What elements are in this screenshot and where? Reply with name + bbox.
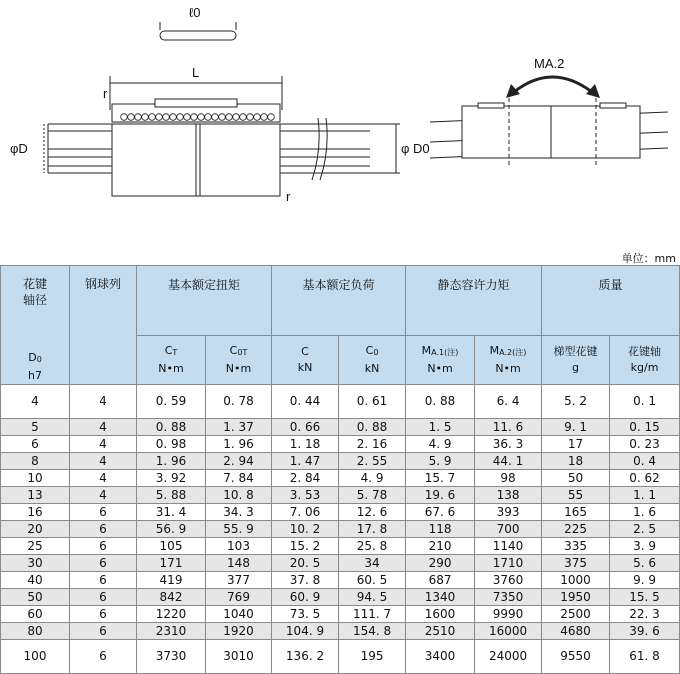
table-cell: 56. 9 [137,521,206,538]
table-cell: 2500 [542,606,610,623]
table-cell: 1000 [542,572,610,589]
table-cell: 225 [542,521,610,538]
subheader-unit: g [572,360,580,374]
table-cell: 3400 [406,640,475,674]
table-row [1,453,680,470]
table-cell: 5. 78 [339,487,406,504]
table-cell: 34 [339,555,406,572]
table-cell: 105 [137,538,206,555]
subheader-ct [137,335,206,384]
ball-row [121,114,275,121]
unit-note: 单位：mm [621,252,676,265]
subheader-unit: N•m [158,361,184,375]
table-cell: 1220 [137,606,206,623]
table-cell: 1140 [475,538,542,555]
table-cell: 10 [1,470,70,487]
table-cell: 769 [206,589,272,606]
table-cell: 15. 5 [610,589,680,606]
table-cell: 103 [206,538,272,555]
table-cell: 1950 [542,589,610,606]
label-l0: ℓ0 [189,5,201,20]
table-cell: 290 [406,555,475,572]
subheader-subscript: T [172,347,178,357]
table-cell: 335 [542,538,610,555]
table-cell: 60 [1,606,70,623]
table-cell: 6 [70,623,137,640]
table-cell: 136. 2 [272,640,339,674]
subheader-ladder-spline [542,335,610,384]
table-cell: 9. 1 [542,419,610,436]
table-cell: 1. 47 [272,453,339,470]
table-cell: 2. 5 [610,521,680,538]
table-cell: 375 [542,555,610,572]
subheader-unit: kN [297,360,313,374]
table-cell: 1. 18 [272,436,339,453]
table-cell: 3010 [206,640,272,674]
subheader-spline-shaft [610,335,680,384]
table-cell: 0. 98 [137,436,206,453]
table-cell: 6. 4 [475,385,542,419]
table-cell: 98 [475,470,542,487]
table-cell: 3. 92 [137,470,206,487]
table-cell: 17. 8 [339,521,406,538]
subheader-symbol: C [301,344,309,358]
table-cell: 0. 61 [339,385,406,419]
table-cell: 16 [1,504,70,521]
label-ma2: MA.2 [534,56,565,71]
table-cell: 419 [137,572,206,589]
table-cell: 1. 1 [610,487,680,504]
table-cell: 9990 [475,606,542,623]
table-cell: 10. 8 [206,487,272,504]
table-cell: 6 [70,589,137,606]
table-cell: 7. 84 [206,470,272,487]
table-cell: 6 [70,606,137,623]
table-row [1,487,680,504]
spline-bearing-drawing [0,0,680,250]
table-cell: 3760 [475,572,542,589]
subheader-unit: N•m [225,361,252,375]
table-row [1,385,680,419]
header-torque: 基本额定扭矩 [137,266,272,336]
table-cell: 10. 2 [272,521,339,538]
subheader-symbol: C [164,343,173,357]
table-row [1,504,680,521]
table-cell: 9550 [542,640,610,674]
table-row [1,589,680,606]
retainer-plate [160,31,236,40]
table-cell: 1040 [206,606,272,623]
header-shaft-label: 花键 轴径 [22,277,47,307]
table-cell: 4 [70,470,137,487]
table-cell: 4 [70,385,137,419]
table-cell: 1920 [206,623,272,640]
table-cell: 19. 6 [406,487,475,504]
table-cell: 171 [137,555,206,572]
table-cell: 13 [1,487,70,504]
table-cell: 0. 88 [406,385,475,419]
table-cell: 6 [70,521,137,538]
table-cell: 60. 5 [339,572,406,589]
table-cell: 40 [1,572,70,589]
table-cell: 25 [1,538,70,555]
table-cell: 0. 44 [272,385,339,419]
table-cell: 20. 5 [272,555,339,572]
table-cell: 37. 8 [272,572,339,589]
table-cell: 1. 96 [137,453,206,470]
table-cell: 16000 [475,623,542,640]
header-ball-rows [70,266,137,385]
table-cell: 9. 9 [610,572,680,589]
table-cell: 111. 7 [339,606,406,623]
table-cell: 7350 [475,589,542,606]
table-cell: 148 [206,555,272,572]
subheader-symbol: 梯型花键 [553,344,598,358]
table-cell: 15. 2 [272,538,339,555]
header-load: 基本额定负荷 [272,266,406,336]
table-cell: 80 [1,623,70,640]
subheader-symbol: C [365,343,374,357]
table-cell: 2. 16 [339,436,406,453]
table-cell: 4 [70,436,137,453]
subheader-symbol: M [421,343,432,357]
table-cell: 6 [70,572,137,589]
table-cell: 11. 6 [475,419,542,436]
table-row [1,436,680,453]
table-row [1,640,680,674]
table-cell: 25. 8 [339,538,406,555]
subheader-subscript: 0T [237,347,248,357]
table-cell: 6 [1,436,70,453]
table-cell: 22. 3 [610,606,680,623]
table-cell: 0. 62 [610,470,680,487]
table-cell: 2. 94 [206,453,272,470]
table-cell: 3. 9 [610,538,680,555]
table-cell: 0. 59 [137,385,206,419]
subheader-symbol: C [229,343,238,357]
subheader-c [272,335,339,384]
table-row [1,521,680,538]
table-cell: 700 [475,521,542,538]
header-mass: 质量 [542,266,680,336]
subheader-unit: kN [364,361,380,375]
label-r-bottom: r [286,189,291,204]
table-cell: 138 [475,487,542,504]
table-row [1,470,680,487]
table-cell: 165 [542,504,610,521]
table-cell: 15. 7 [406,470,475,487]
table-cell: 17 [542,436,610,453]
table-cell: 50 [542,470,610,487]
table-cell: 39. 6 [610,623,680,640]
table-cell: 4680 [542,623,610,640]
table-cell: 18 [542,453,610,470]
table-cell: 55 [542,487,610,504]
table-cell: 31. 4 [137,504,206,521]
table-cell: 687 [406,572,475,589]
subheader-ma2 [475,335,542,384]
table-cell: 5. 88 [137,487,206,504]
table-cell: 6 [70,640,137,674]
table-cell: 30 [1,555,70,572]
table-cell: 12. 6 [339,504,406,521]
table-cell: 4 [70,453,137,470]
table-cell: 2310 [137,623,206,640]
table-row [1,623,680,640]
table-cell: 0. 23 [610,436,680,453]
label-phiD0: φ D0 [401,141,430,156]
table-cell: 104. 9 [272,623,339,640]
table-cell: 195 [339,640,406,674]
table-row [1,606,680,623]
table-cell: 24000 [475,640,542,674]
spec-table [0,265,680,674]
table-cell: 1. 96 [206,436,272,453]
table-row [1,572,680,589]
moment-arrow-icon [514,77,592,92]
table-cell: 61. 8 [610,640,680,674]
table-cell: 118 [406,521,475,538]
table-cell: 100 [1,640,70,674]
table-cell: 5. 6 [610,555,680,572]
table-cell: 0. 88 [339,419,406,436]
table-cell: 0. 4 [610,453,680,470]
table-cell: 3730 [137,640,206,674]
table-cell: 94. 5 [339,589,406,606]
table-row [1,555,680,572]
table-cell: 210 [406,538,475,555]
label-r-top: r [103,86,108,101]
table-cell: 842 [137,589,206,606]
table-cell: 377 [206,572,272,589]
table-cell: 5 [1,419,70,436]
table-cell: 44. 1 [475,453,542,470]
table-cell: 20 [1,521,70,538]
subheader-ma1 [406,335,475,384]
table-row [1,538,680,555]
table-cell: 6 [70,538,137,555]
header-shaft-symbol: D [28,351,37,364]
table-cell: 1. 37 [206,419,272,436]
subheader-unit: N•m [495,361,521,375]
table-cell: 1340 [406,589,475,606]
table-cell: 55. 9 [206,521,272,538]
table-cell: 1600 [406,606,475,623]
table-cell: 60. 9 [272,589,339,606]
table-cell: 34. 3 [206,504,272,521]
subheader-subscript: A.2(注) [499,347,527,357]
table-cell: 0. 78 [206,385,272,419]
table-cell: 8 [1,453,70,470]
header-moment: 静态容许力矩 [406,266,542,336]
table-cell: 5. 9 [406,453,475,470]
header-shaft-symbol-sub: 0 [36,355,42,364]
table-cell: 50 [1,589,70,606]
subheader-symbol: 花键轴 [628,344,662,358]
table-cell: 4. 9 [339,470,406,487]
subheader-subscript: 0 [373,347,379,357]
subheader-unit: N•m [427,361,453,375]
table-cell: 0. 1 [610,385,680,419]
table-cell: 1. 5 [406,419,475,436]
subheader-c0t [206,335,272,384]
table-cell: 1. 6 [610,504,680,521]
table-cell: 4. 9 [406,436,475,453]
table-cell: 6 [70,504,137,521]
table-row [1,419,680,436]
table-cell: 6 [70,555,137,572]
table-cell: 393 [475,504,542,521]
table-cell: 154. 8 [339,623,406,640]
table-cell: 3. 53 [272,487,339,504]
table-cell: 4 [70,419,137,436]
label-L: L [192,65,200,80]
table-cell: 67. 6 [406,504,475,521]
header-ball-rows-label: 钢球列 [84,277,121,291]
subheader-c0 [339,335,406,384]
table-cell: 0. 88 [137,419,206,436]
table-cell: 2. 84 [272,470,339,487]
subheader-symbol: M [489,343,500,357]
table-cell: 1710 [475,555,542,572]
subheader-unit: kg/m [630,360,659,374]
table-cell: 0. 15 [610,419,680,436]
table-cell: 5. 2 [542,385,610,419]
header-shaft-tol: h7 [28,369,42,382]
table-cell: 36. 3 [475,436,542,453]
subheader-subscript: A.1(注) [431,347,459,357]
table-cell: 2. 55 [339,453,406,470]
table-cell: 73. 5 [272,606,339,623]
label-phiD: φD [10,141,28,156]
table-cell: 4 [1,385,70,419]
header-shaft [1,266,70,385]
table-cell: 4 [70,487,137,504]
table-cell: 2510 [406,623,475,640]
table-cell: 7. 06 [272,504,339,521]
table-cell: 0. 66 [272,419,339,436]
